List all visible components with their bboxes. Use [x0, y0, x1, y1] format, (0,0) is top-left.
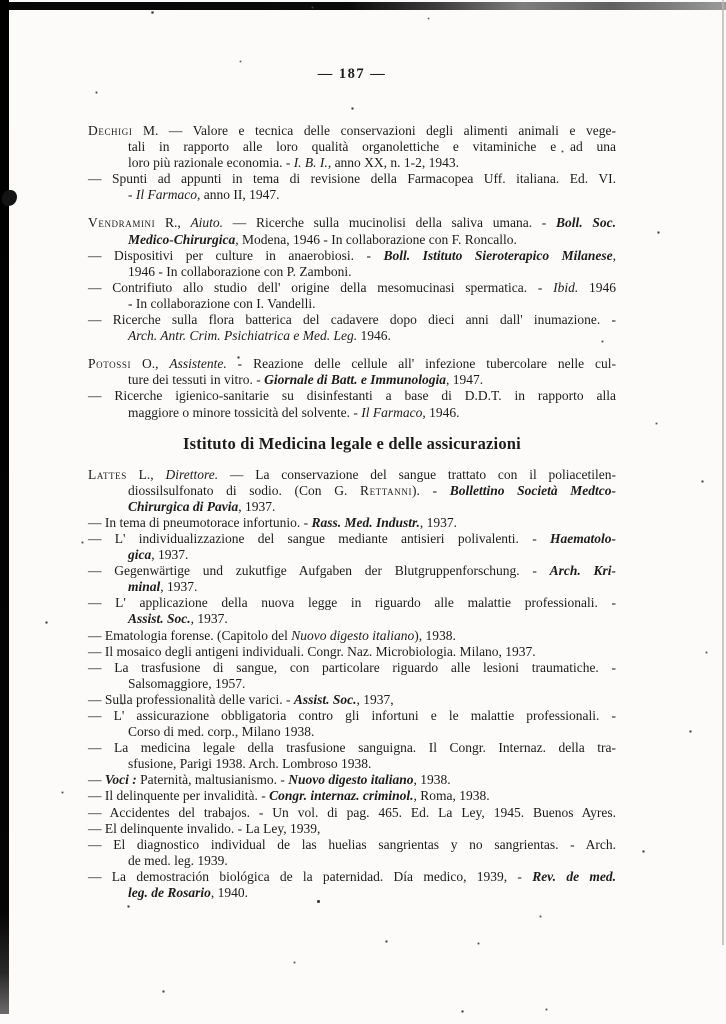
text-run: Ibid. [553, 279, 579, 295]
text-run: Congr. internaz. criminol. [269, 788, 414, 804]
bib-line [88, 515, 616, 531]
text-run: , 1937. [238, 498, 276, 514]
bib-line [88, 280, 616, 296]
text-run: , [612, 247, 617, 263]
bib-line [88, 123, 616, 139]
text-run: — L' assicurazione obbligatoria contro gli infortuni e le malattie professionali. - [88, 708, 616, 723]
text-run: , Modena, 1946 - In collaborazione con F. Roncallo. [235, 231, 517, 247]
text-run: Nuovo digesto italiano [291, 627, 415, 643]
text-run: Paternità, maltusianismo. - [136, 772, 289, 788]
bib-line [128, 232, 616, 248]
bib-line [88, 644, 616, 660]
text-run: — Il delinquente per invalidità. - [88, 788, 270, 804]
text-run: diossilsulfonato di sodio. (Con G. [128, 482, 360, 498]
text-run: , 1940. [210, 885, 248, 901]
text-run: , anno XX, n. 1-2, 1943. [327, 155, 460, 171]
bib-line [128, 296, 616, 312]
bib-line [88, 467, 616, 483]
text-run: , 1947. [446, 372, 484, 388]
bib-line [128, 724, 616, 740]
text-run: - Reazione delle cellule all' infezione tubercolare nelle cul- [226, 356, 617, 372]
text-run: , 1946. [422, 404, 460, 420]
text-run: ), 1938. [414, 627, 456, 643]
text-run: , 1937, [356, 691, 394, 707]
text-run: Boll. Soc. [556, 215, 616, 231]
bib-line [128, 372, 616, 388]
bibliography-group [88, 467, 616, 902]
text-run: Voci : [104, 772, 137, 788]
bib-line [128, 756, 616, 772]
text-run: 1946 [578, 279, 616, 295]
bib-line [128, 328, 616, 344]
text-run: — L' applicazione della nuova legge in riguardo alle malattie professionali. - [88, 595, 616, 611]
text-run: — La conservazione del sangue trattato con il poliacetilen- [218, 466, 617, 482]
text-run: Rass. Med. Industr. [311, 514, 420, 530]
scan-edge-top [0, 2, 726, 10]
text-run: ). - [412, 482, 450, 498]
scan-edge-right [722, 0, 724, 945]
bib-line [88, 821, 616, 837]
bib-line [128, 155, 616, 171]
text-run: tali in rapporto alle loro qualità organolettiche e vitaminiche e ad una [128, 139, 616, 155]
text-run: , Roma, 1938. [413, 788, 490, 804]
bib-line [88, 595, 616, 611]
text-run: , 1937. [151, 547, 189, 563]
bib-line [128, 264, 616, 280]
text-run: — La trasfusione di sangue, con particolare riguardo alle lesioni traumatiche. - [88, 659, 616, 675]
text-run: — Gegenwärtige und zukutfige Aufgaben der Blutgruppenforschung. - [88, 563, 550, 579]
scan-edge-left [0, 0, 9, 1014]
text-run: O., [131, 356, 170, 372]
text-run: — La demostración biológica de la paternidad. Día medico, 1939, - [88, 868, 533, 884]
text-run: — El diagnostico individual de las huelias sangrientas y no sangrientas. - Arch. [88, 836, 616, 852]
text-run: Lattes [88, 466, 127, 482]
text-run: maggiore o minore tossicità del solvente. - [128, 404, 362, 420]
bibliography [88, 123, 616, 913]
bib-line [128, 187, 616, 203]
bib-line [88, 563, 616, 579]
text-run: Corso di med. corp., Milano 1938. [128, 724, 315, 740]
text-run: - In collaborazione con I. Vandelli. [128, 295, 316, 311]
bib-line [88, 531, 616, 547]
text-run: Chirurgica di Pavia [128, 498, 239, 514]
text-run: — L' individualizzazione del sangue mediante antisieri polivalenti. - [88, 530, 550, 546]
bibliography-group [88, 356, 616, 420]
text-run: leg. de Rosario [128, 885, 211, 901]
text-run: — [88, 772, 105, 788]
bib-line [88, 837, 616, 853]
text-run: — Ricerche sulla mucinolisi della saliva umana. - [223, 215, 557, 231]
bib-line [128, 139, 616, 155]
bib-line [128, 405, 616, 421]
text-run: — Ematologia forense. (Capitolo del [88, 627, 292, 643]
page-number: — 187 — [317, 66, 387, 82]
text-run: Aiuto. [190, 215, 224, 231]
text-run: Arch. Antr. Crim. Psichiatrica e Med. Leg. [128, 328, 358, 344]
text-run: — Spunti ad appunti in tema di revisione della Farmacopea Uff. italiana. Ed. VI. [88, 171, 616, 187]
text-run: Assistente. [169, 356, 227, 372]
text-run: M. — Valore e tecnica delle conservazioni degli alimenti animali e vege- [132, 123, 616, 138]
bib-line [88, 772, 616, 788]
bib-line [88, 356, 616, 372]
bibliography-group [88, 123, 616, 203]
bib-line [88, 628, 616, 644]
text-run: Rettanni [359, 482, 413, 498]
text-run: — Contrifiuto allo studio dell' origine della mesomucinasi spermatica. - [88, 279, 554, 295]
text-run: — In tema di pneumotorace infortunio. - [88, 514, 312, 530]
text-run: Nuovo digesto italiano [288, 772, 414, 788]
text-run: Assist. Soc. [128, 611, 191, 627]
text-run: Il Farmaco [361, 404, 423, 420]
text-run: Assist. Soc. [293, 691, 357, 707]
text-run: — Dispositivi per culture in anaerobiosi. - [88, 247, 384, 263]
text-run: — Sulla professionalità delle varici. - [88, 691, 294, 707]
text-run: Dechigi [88, 123, 133, 138]
text-run: - [128, 187, 136, 203]
bib-line [88, 171, 616, 187]
text-run: — La medicina legale della trasfusione sanguigna. Il Congr. Internaz. della tra- [88, 740, 616, 756]
text-run: gica [128, 547, 152, 563]
bib-line [88, 312, 616, 328]
bib-line [88, 388, 616, 404]
text-run: L., [126, 466, 166, 482]
text-run: , 1938. [413, 772, 451, 788]
text-run: , 1937. [419, 514, 457, 530]
bib-line [88, 788, 616, 804]
text-run: I. B. I. [293, 155, 328, 171]
text-run: 1946 - In collaborazione con P. Zamboni. [128, 263, 352, 279]
bib-line [128, 853, 616, 869]
bib-line [128, 579, 616, 595]
text-run: ture dei tessuti in vitro. - [128, 372, 265, 388]
text-run: Medico-Chirurgica [128, 231, 236, 247]
bib-line [88, 869, 616, 885]
bib-line [88, 805, 616, 821]
text-run: — Il mosaico degli antigeni individuali. Congr. Naz. Microbiologia. Milano, 1937. [88, 643, 536, 659]
bib-line [128, 611, 616, 627]
text-run: Rev. de med. [532, 868, 616, 884]
text-run: minal [128, 579, 161, 595]
bib-line [128, 499, 616, 515]
bib-line [88, 708, 616, 724]
text-run: Vendramini [88, 215, 156, 231]
text-run: Arch. Kri- [549, 563, 616, 579]
bib-line [88, 215, 616, 231]
text-run: Potossi [88, 356, 132, 372]
text-run: , 1937. [160, 579, 198, 595]
text-run: — Accidentes del trabajos. - Un vol. di pag. 465. Ed. La Ley, 1945. Buenos Ayres. [88, 804, 616, 820]
scan-specks [0, 0, 1, 1]
text-run: Boll. Istituto Sieroterapico Milanese [383, 247, 613, 263]
text-run: — El delinquente invalido. - La Ley, 1939, [88, 820, 321, 836]
section-heading: Istituto di Medicina legale e delle assicurazioni [183, 433, 521, 453]
text-run: R., [155, 215, 191, 231]
bib-line [88, 692, 616, 708]
bib-line [128, 547, 616, 563]
text-run: loro più razionale economia. - [128, 155, 294, 171]
text-run: de med. leg. 1939. [128, 852, 228, 868]
text-run: Direttore. [165, 466, 219, 482]
text-run: , 1937. [190, 611, 228, 627]
text-run: Giornale di Batt. e Immunologia [264, 372, 447, 388]
text-run: Salsomaggiore, 1957. [128, 675, 246, 691]
bib-line [88, 740, 616, 756]
text-run: — Ricerche igienico-sanitarie su disinfestanti a base di D.D.T. in rapporto alla [88, 388, 616, 404]
text-run: 1946. [357, 328, 391, 344]
text-run: Bollettino Società Medtco- [449, 482, 616, 498]
bib-line [128, 483, 616, 499]
bib-line [88, 248, 616, 264]
text-run: sfusione, Parigi 1938. Arch. Lombroso 1938. [128, 756, 372, 772]
bib-line [88, 660, 616, 676]
text-run: Il Farmaco [135, 187, 197, 203]
bib-line [128, 885, 616, 901]
text-run: , anno II, 1947. [197, 187, 280, 203]
ink-blot [2, 190, 17, 206]
text-run: Haematolo- [550, 530, 616, 546]
text-run: — Ricerche sulla flora batterica del cadavere dopo dieci anni dall' inumazione. - [88, 312, 616, 328]
bib-line [128, 676, 616, 692]
bibliography-group [88, 215, 616, 344]
